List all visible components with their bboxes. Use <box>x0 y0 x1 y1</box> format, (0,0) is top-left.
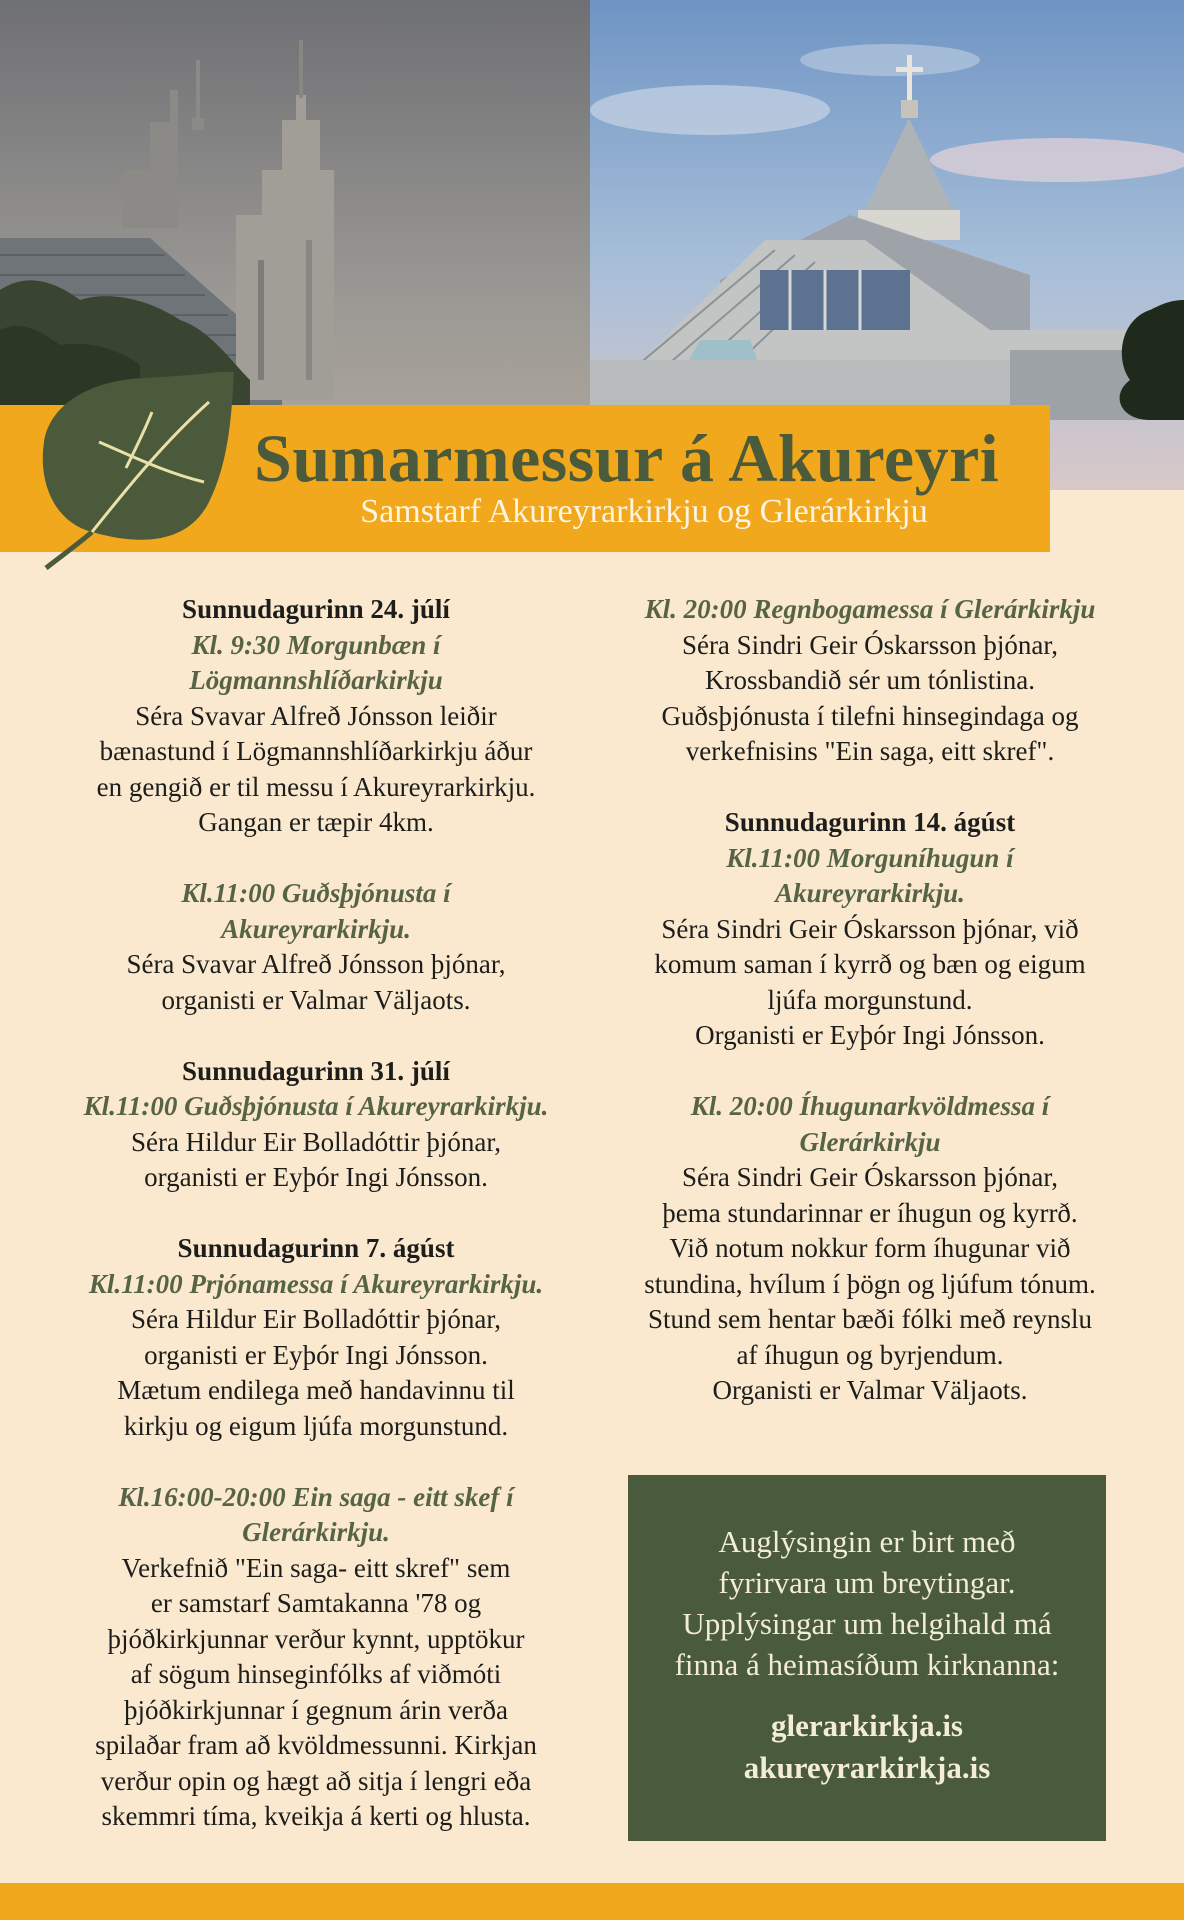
service-description-line: af sögum hinseginfólks af viðmóti <box>130 1659 502 1689</box>
service-description-line: spilaðar fram að kvöldmessunni. Kirkjan <box>95 1730 537 1760</box>
service-description-line: af íhugun og byrjendum. <box>736 1339 1004 1370</box>
service-description-line: Organisti er Eyþór Ingi Jónsson. <box>695 1020 1045 1050</box>
service-time-line: Lögmannshlíðarkirkju <box>189 665 443 695</box>
service-description-line: þjóðkirkjunnar í gegnum árin verða <box>124 1694 508 1725</box>
service-description-line: organisti er Eyþór Ingi Jónsson. <box>144 1162 488 1192</box>
service-description-line: Séra Svavar Alfreð Jónsson leiðir <box>135 700 497 731</box>
page-title: Sumarmessur á Akureyri <box>254 420 1000 496</box>
notice-line: Upplýsingar um helgihald má <box>682 1606 1052 1641</box>
day-heading: Sunnudagurinn 14. ágúst <box>724 807 1016 837</box>
service-description-line: Verkefnið "Ein saga- eitt skref" sem <box>121 1552 511 1583</box>
service-time-line: Kl.11:00 Prjónamessa í Akureyrarkirkju. <box>88 1268 544 1299</box>
notice-line: fyrirvara um breytingar. <box>718 1565 1016 1600</box>
notice-links <box>628 1705 1106 1789</box>
service-time-line: Akureyrarkirkju. <box>221 913 411 944</box>
service-description-line: organisti er Valmar Väljaots. <box>161 984 471 1015</box>
service-description-line: þema stundarinnar er íhugun og kyrrð. <box>662 1197 1078 1228</box>
schedule-entry <box>610 1089 1130 1409</box>
service-description-line: þjóðkirkjunnar verður kynnt, upptökur <box>107 1623 525 1654</box>
service-description-line: skemmri tíma, kveikja á kerti og hlusta. <box>101 1801 531 1831</box>
service-time-line: Kl. 20:00 Regnbogamessa í Glerárkirkju <box>644 594 1096 624</box>
service-description-line: Séra Sindri Geir Óskarsson þjónar, við <box>661 913 1079 944</box>
service-description-line: Organisti er Valmar Väljaots. <box>712 1375 1028 1405</box>
service-description-line: komum saman í kyrrð og bæn og eigum <box>654 949 1086 979</box>
service-description-line: verkefnisins "Ein saga, eitt skref". <box>685 736 1055 766</box>
footer-bar <box>0 1883 1184 1920</box>
schedule-entry <box>610 805 1130 1054</box>
service-description-line: stundina, hvílum í þögn og ljúfum tónum. <box>644 1268 1096 1299</box>
day-heading: Sunnudagurinn 7. ágúst <box>177 1233 455 1263</box>
schedule-entry <box>46 592 586 841</box>
service-time-line: Kl.11:00 Guðsþjónusta í Akureyrarkirkju. <box>83 1091 549 1121</box>
schedule-entry <box>46 1054 586 1196</box>
service-time-line: Kl. 9:30 Morgunbæn í <box>191 629 441 660</box>
service-time-line: Kl.11:00 Morguníhugun í <box>726 842 1014 873</box>
service-description-line: Séra Hildur Eir Bolladóttir þjónar, <box>130 1126 502 1157</box>
notice-text <box>650 1521 1084 1685</box>
service-time-line: Glerárkirkju. <box>242 1517 390 1547</box>
service-description-line: en gengið er til messu í Akureyrarkirkju. <box>96 771 536 802</box>
service-time-line: Kl.16:00-20:00 Ein saga - eitt skef í <box>118 1481 514 1512</box>
service-description-line: ljúfa morgunstund. <box>767 984 973 1015</box>
schedule-entry <box>46 1231 586 1444</box>
service-time-line: Kl. 20:00 Íhugunarkvöldmessa í <box>690 1091 1050 1121</box>
service-description-line: organisti er Eyþór Ingi Jónsson. <box>144 1339 488 1370</box>
schedule-entry <box>46 1480 586 1835</box>
leaf-cross-logo <box>34 372 244 572</box>
service-description-line: Gangan er tæpir 4km. <box>198 807 434 837</box>
schedule-entry <box>46 876 586 1018</box>
service-time-line: Kl.11:00 Guðsþjónusta í <box>181 878 451 908</box>
left-column <box>46 592 586 1870</box>
service-description-line: Mætum endilega með handavinnu til <box>117 1375 515 1405</box>
service-time-line: Akureyrarkirkju. <box>775 878 965 908</box>
schedule-entry <box>610 592 1130 770</box>
akureyrarkirkja-link[interactable]: akureyrarkirkja.is <box>743 1750 991 1785</box>
glerarkirkja-link[interactable]: glerarkirkja.is <box>771 1708 963 1743</box>
page-subtitle: Samstarf Akureyrarkirkju og Glerárkirkju <box>360 493 928 530</box>
service-description-line: Séra Sindri Geir Óskarsson þjónar, <box>681 1162 1059 1192</box>
day-heading: Sunnudagurinn 24. júlí <box>182 594 450 624</box>
service-description-line: verður opin og hægt að sitja í lengri eða <box>100 1765 532 1796</box>
service-description-line: Séra Sindri Geir Óskarsson þjónar, <box>681 629 1059 660</box>
service-description-line: Stund sem hentar bæði fólki með reynslu <box>648 1304 1092 1334</box>
service-time-line: Glerárkirkju <box>799 1126 941 1157</box>
service-description-line: Séra Hildur Eir Bolladóttir þjónar, <box>130 1304 502 1334</box>
service-description-line: Séra Svavar Alfreð Jónsson þjónar, <box>126 949 506 979</box>
service-description-line: Krossbandið sér um tónlistina. <box>705 665 1035 695</box>
day-heading: Sunnudagurinn 31. júlí <box>182 1055 450 1086</box>
service-description-line: Við notum nokkur form íhugunar við <box>669 1233 1071 1263</box>
service-description-line: kirkju og eigum ljúfa morgunstund. <box>123 1410 509 1441</box>
service-description-line: Guðsþjónusta í tilefni hinsegindaga og <box>661 700 1079 731</box>
service-description-line: bænastund í Lögmannshlíðarkirkju áður <box>99 736 533 766</box>
service-description-line: er samstarf Samtakanna '78 og <box>150 1588 482 1618</box>
notice-line: finna á heimasíðum kirknanna: <box>674 1647 1060 1682</box>
notice-line: Auglýsingin er birt með <box>718 1524 1016 1559</box>
notice-box <box>628 1475 1106 1841</box>
right-column <box>610 592 1130 1444</box>
